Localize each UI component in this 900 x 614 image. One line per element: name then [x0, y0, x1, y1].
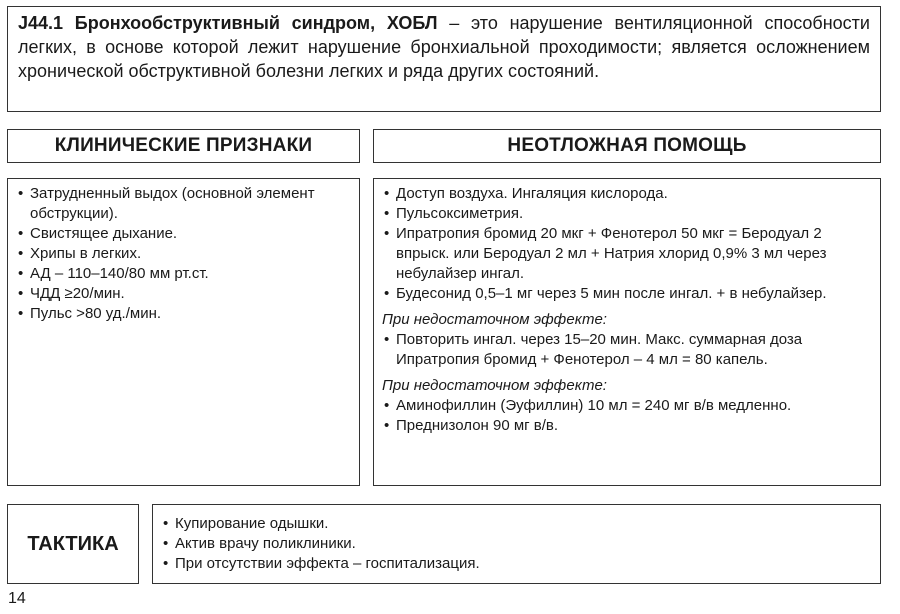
list-item: • Аминофиллин (Эуфиллин) 10 мл = 240 мг в/в медленно.: [382, 396, 872, 416]
tactics-label: ТАКТИКА: [7, 504, 139, 584]
clinical-signs-panel: [7, 178, 360, 486]
diagnosis-definition: – это нарушение вентиляционной способности легких, в основе которой лежит нарушение бронхиальной проходимости; является осложнением хронической обструктивной болезни легких и ряда других состояний.: [18, 13, 870, 81]
emergency-list-primary: [382, 184, 872, 304]
list-item: • Хрипы в легких.: [16, 244, 351, 264]
emergency-list-secondary: [382, 330, 872, 370]
list-item: • ЧДД ≥20/мин.: [16, 284, 351, 304]
list-item: • Затрудненный выдох (основной элемент обструкции).: [16, 184, 351, 224]
insufficient-effect-note-2: При недостаточном эффекте:: [382, 377, 607, 394]
intro-box: [7, 6, 881, 112]
page-number: 14: [8, 590, 26, 607]
clinical-signs-heading: КЛИНИЧЕСКИЕ ПРИЗНАКИ: [7, 129, 360, 163]
clinical-signs-list: [16, 184, 351, 324]
list-item: • Ипратропия бромид 20 мкг + Фенотерол 50 мкг = Беродуал 2 впрыск. или Беродуал 2 мл + Натрия хлорид 0,9% 3 мл через небулайзер ингал.: [382, 224, 872, 284]
emergency-care-heading: НЕОТЛОЖНАЯ ПОМОЩЬ: [373, 129, 881, 163]
list-item: • АД – 110–140/80 мм рт.ст.: [16, 264, 351, 284]
list-item: • Купирование одышки.: [161, 514, 872, 534]
list-item: • Будесонид 0,5–1 мг через 5 мин после ингал. + в небулайзер.: [382, 284, 872, 304]
insufficient-effect-note-1: При недостаточном эффекте:: [382, 311, 607, 328]
emergency-care-panel: [373, 178, 881, 486]
list-item: • Пульс >80 уд./мин.: [16, 304, 351, 324]
list-item: • Свистящее дыхание.: [16, 224, 351, 244]
list-item: • При отсутствии эффекта – госпитализация.: [161, 554, 872, 574]
list-item: • Преднизолон 90 мг в/в.: [382, 416, 872, 436]
diagnosis-title: Бронхообструктивный синдром, ХОБЛ: [74, 13, 438, 33]
list-item: • Повторить ингал. через 15–20 мин. Макс. суммарная доза Ипратропия бромид + Фенотерол – 4 мл = 80 капель.: [382, 330, 872, 370]
diagnosis-code: J44.1: [18, 13, 64, 33]
tactics-panel: [152, 504, 881, 584]
emergency-list-tertiary: [382, 396, 872, 436]
list-item: • Пульсоксиметрия.: [382, 204, 872, 224]
tactics-list: [161, 514, 872, 574]
list-item: • Актив врачу поликлиники.: [161, 534, 872, 554]
list-item: • Доступ воздуха. Ингаляция кислорода.: [382, 184, 872, 204]
